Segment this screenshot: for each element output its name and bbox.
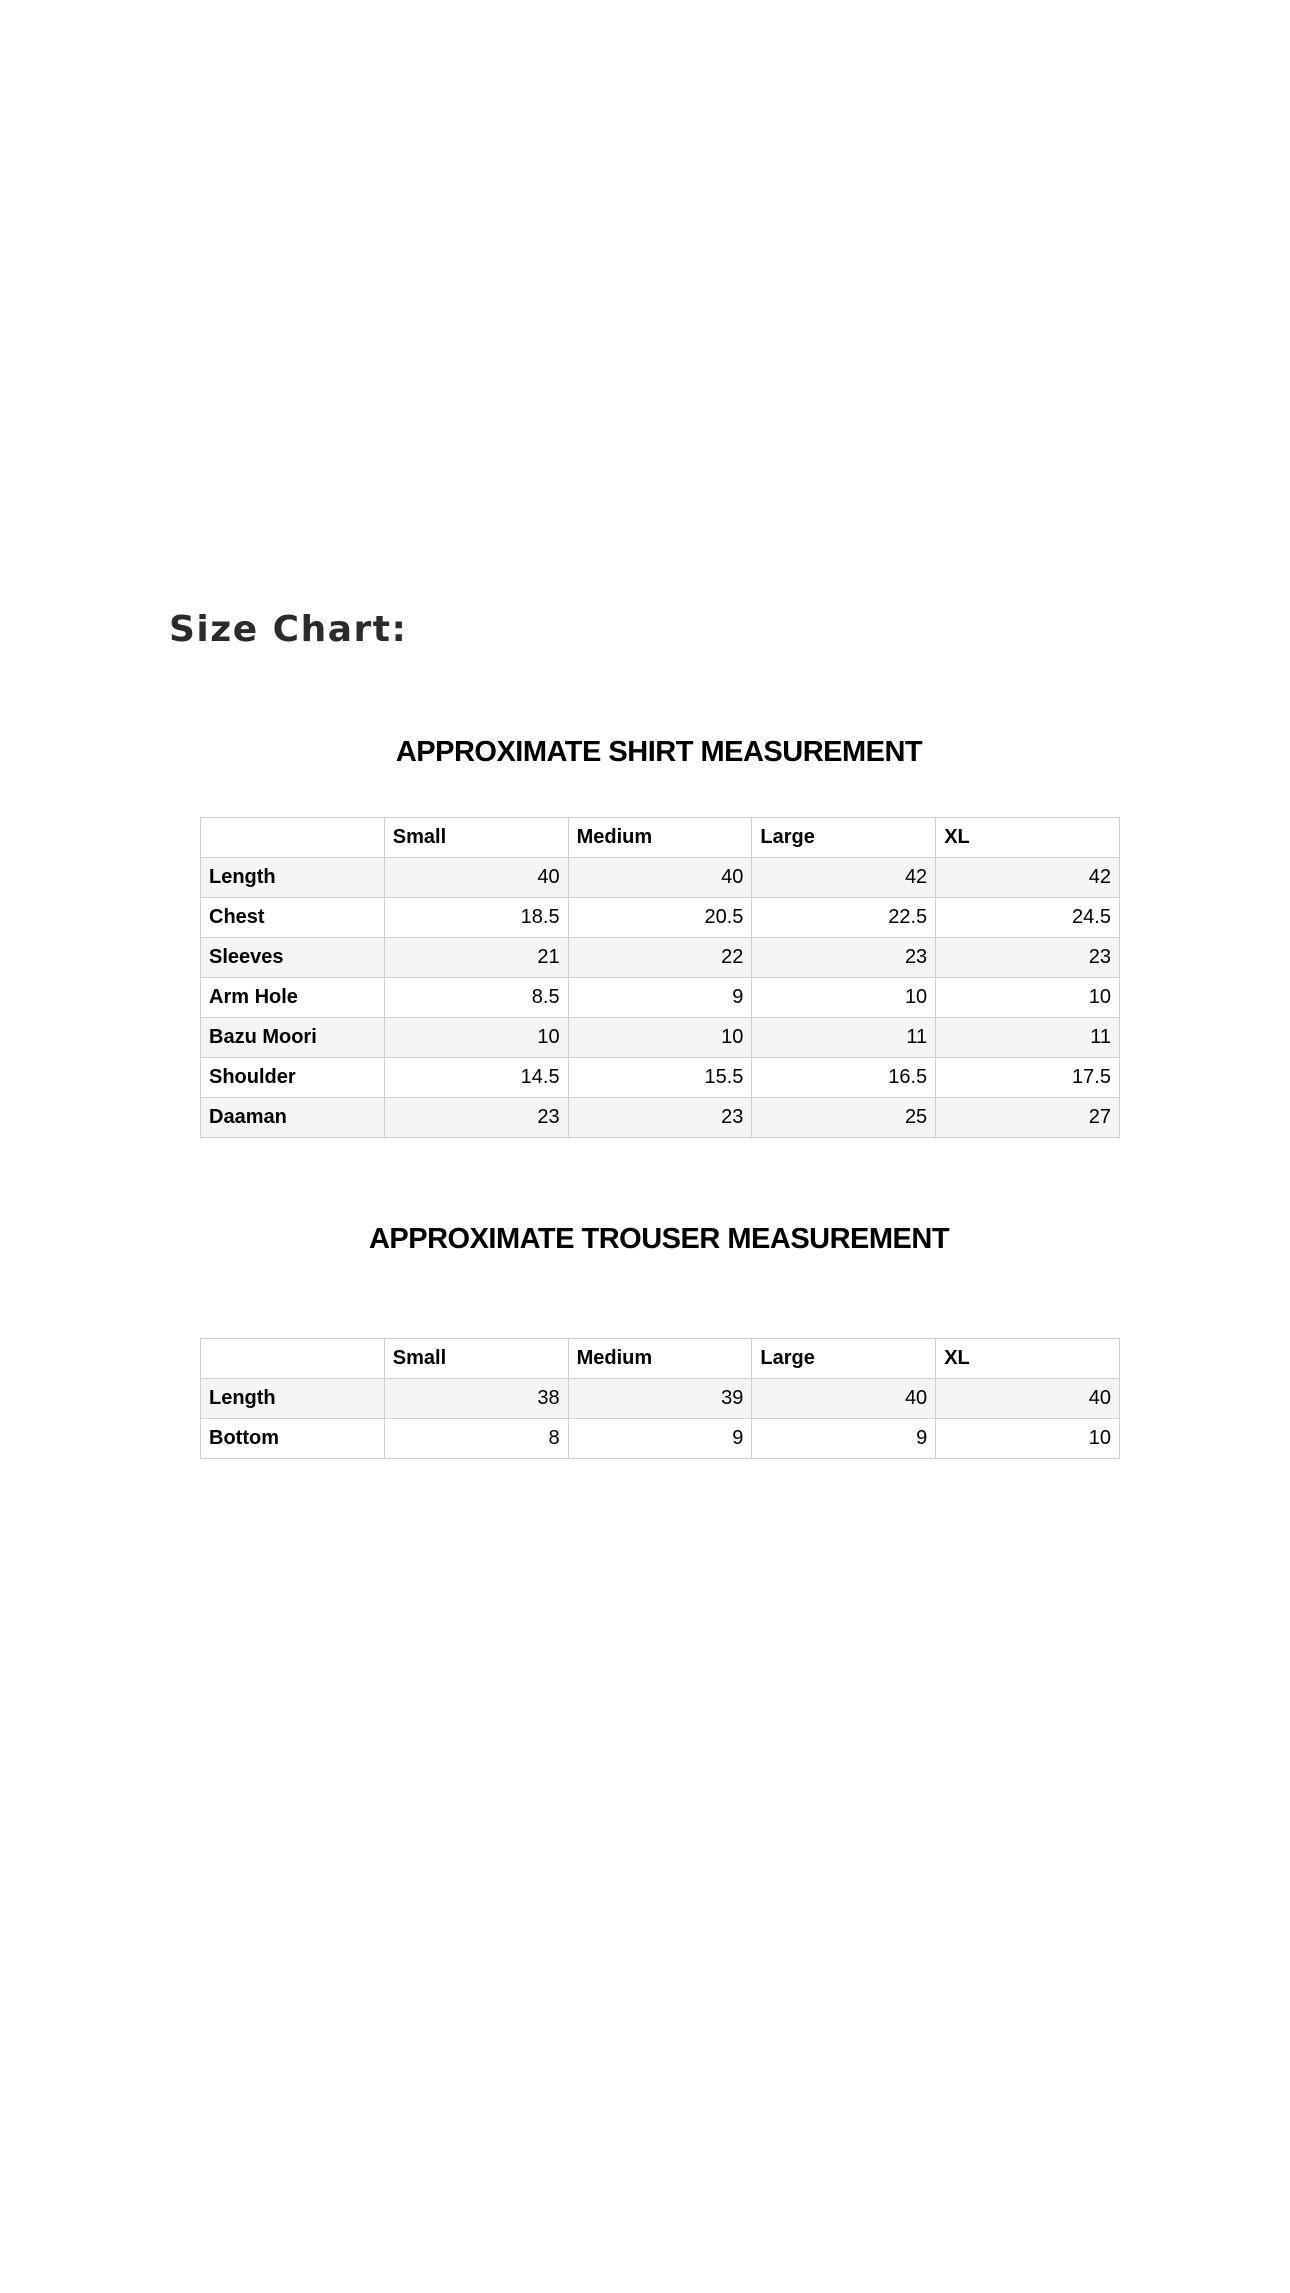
table-cell: 21 — [384, 938, 568, 978]
table-row — [201, 858, 1120, 898]
table-header-cell: Large — [752, 818, 936, 858]
table-cell: 11 — [936, 1018, 1120, 1058]
table-cell: 11 — [752, 1018, 936, 1058]
table-cell: 17.5 — [936, 1058, 1120, 1098]
table-header-cell: Small — [384, 818, 568, 858]
row-label: Chest — [201, 898, 385, 938]
table-cell: 22.5 — [752, 898, 936, 938]
table-cell: 24.5 — [936, 898, 1120, 938]
table-row — [201, 1379, 1120, 1419]
table-cell: 9 — [568, 978, 752, 1018]
row-label: Sleeves — [201, 938, 385, 978]
trouser-size-table — [200, 1338, 1120, 1459]
table-cell: 8 — [384, 1419, 568, 1459]
table-header-cell: XL — [936, 818, 1120, 858]
table-cell: 23 — [752, 938, 936, 978]
table-cell: 10 — [936, 1419, 1120, 1459]
table-row — [201, 898, 1120, 938]
table-cell: 39 — [568, 1379, 752, 1419]
table-row — [201, 1018, 1120, 1058]
table-cell: 20.5 — [568, 898, 752, 938]
shirt-size-table — [200, 817, 1120, 1138]
table-header-cell: XL — [936, 1339, 1120, 1379]
table-row — [201, 978, 1120, 1018]
row-label: Length — [201, 1379, 385, 1419]
row-label: Bazu Moori — [201, 1018, 385, 1058]
table-header-row — [201, 818, 1120, 858]
table-header-cell: Medium — [568, 818, 752, 858]
shirt-measurement-heading: APPROXIMATE SHIRT MEASUREMENT — [395, 736, 923, 768]
table-cell: 42 — [936, 858, 1120, 898]
table-cell: 9 — [752, 1419, 936, 1459]
table-header-cell: Small — [384, 1339, 568, 1379]
table-cell: 40 — [568, 858, 752, 898]
table-cell: 8.5 — [384, 978, 568, 1018]
table-cell: 10 — [752, 978, 936, 1018]
table-cell: 38 — [384, 1379, 568, 1419]
table-cell: 27 — [936, 1098, 1120, 1138]
trouser-measurement-heading: APPROXIMATE TROUSER MEASUREMENT — [368, 1223, 950, 1255]
table-cell: 14.5 — [384, 1058, 568, 1098]
table-cell: 10 — [384, 1018, 568, 1058]
table-cell: 23 — [936, 938, 1120, 978]
table-cell: 42 — [752, 858, 936, 898]
table-header-cell — [201, 1339, 385, 1379]
table-row — [201, 1058, 1120, 1098]
table-cell: 9 — [568, 1419, 752, 1459]
table-row — [201, 1419, 1120, 1459]
table-cell: 15.5 — [568, 1058, 752, 1098]
table-cell: 40 — [936, 1379, 1120, 1419]
table-cell: 10 — [568, 1018, 752, 1058]
table-header-cell: Large — [752, 1339, 936, 1379]
row-label: Bottom — [201, 1419, 385, 1459]
table-cell: 23 — [384, 1098, 568, 1138]
row-label: Daaman — [201, 1098, 385, 1138]
table-cell: 22 — [568, 938, 752, 978]
table-header-cell — [201, 818, 385, 858]
table-cell: 40 — [384, 858, 568, 898]
table-cell: 18.5 — [384, 898, 568, 938]
row-label: Length — [201, 858, 385, 898]
table-row — [201, 1098, 1120, 1138]
table-cell: 40 — [752, 1379, 936, 1419]
row-label: Shoulder — [201, 1058, 385, 1098]
table-header-cell: Medium — [568, 1339, 752, 1379]
row-label: Arm Hole — [201, 978, 385, 1018]
table-header-row — [201, 1339, 1120, 1379]
page-title: Size Chart: — [169, 609, 408, 650]
table-row — [201, 938, 1120, 978]
table-cell: 10 — [936, 978, 1120, 1018]
table-cell: 25 — [752, 1098, 936, 1138]
table-cell: 23 — [568, 1098, 752, 1138]
table-cell: 16.5 — [752, 1058, 936, 1098]
